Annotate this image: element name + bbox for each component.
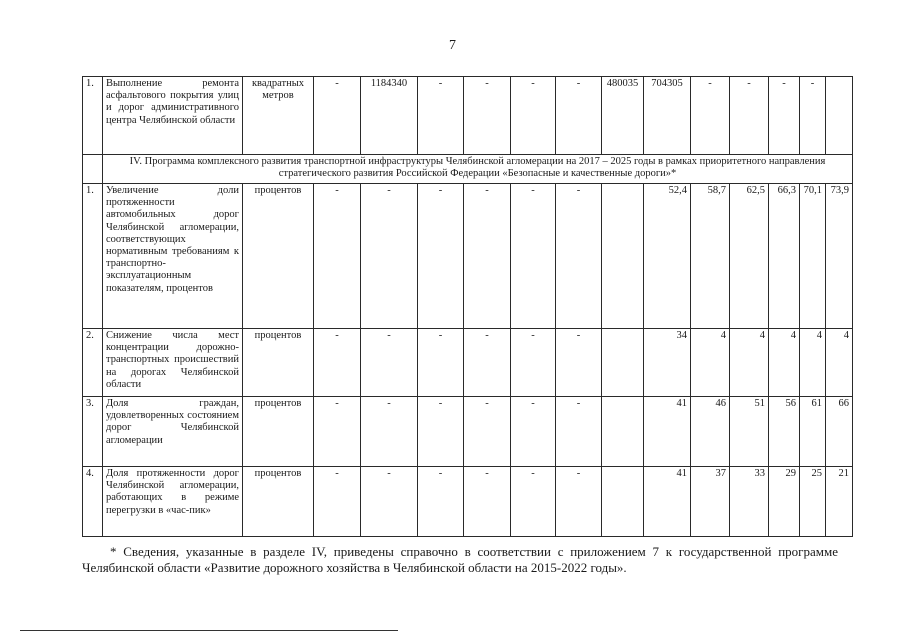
empty-cell (602, 329, 644, 397)
unit-cell: процентов (243, 329, 314, 397)
value-cell: - (361, 184, 418, 329)
value-cell: - (556, 329, 602, 397)
value-cell: 52,4 (644, 184, 691, 329)
value-cell: - (418, 77, 464, 155)
value-cell: - (556, 397, 602, 467)
value-cell: 70,1 (800, 184, 826, 329)
value-cell: 62,5 (730, 184, 769, 329)
row-number: 2. (83, 329, 103, 397)
row-number: 3. (83, 397, 103, 467)
unit-cell: процентов (243, 184, 314, 329)
empty-cell (602, 397, 644, 467)
table-row-asphalt-repair (83, 77, 853, 155)
value-cell: 33 (730, 467, 769, 537)
value-cell: - (361, 467, 418, 537)
page-number: 7 (449, 38, 456, 53)
indicator-name: Снижение числа мест концентрации дорожно-транспортных происшествий на дорогах Челябинской области (103, 329, 243, 397)
value-cell: 25 (800, 467, 826, 537)
value-cell: 41 (644, 467, 691, 537)
value-cell: - (556, 184, 602, 329)
unit-cell: квадратных метров (243, 77, 314, 155)
value-cell: 73,9 (826, 184, 853, 329)
value-cell: 21 (826, 467, 853, 537)
value-cell: 1184340 (361, 77, 418, 155)
value-cell: - (464, 397, 511, 467)
value-cell: 34 (644, 329, 691, 397)
empty-cell (602, 467, 644, 537)
row-number: 1. (83, 77, 103, 155)
value-cell: 4 (730, 329, 769, 397)
value-cell: - (464, 329, 511, 397)
indicators-table (82, 76, 853, 537)
value-cell: - (511, 467, 556, 537)
value-cell: - (361, 329, 418, 397)
value-cell: - (361, 397, 418, 467)
value-cell: 46 (691, 397, 730, 467)
value-cell: - (511, 329, 556, 397)
value-cell: 61 (800, 397, 826, 467)
value-cell: - (314, 329, 361, 397)
value-cell: - (556, 467, 602, 537)
row-number: 4. (83, 467, 103, 537)
value-cell: - (314, 77, 361, 155)
value-cell: 704305 (644, 77, 691, 155)
value-cell: - (511, 397, 556, 467)
table-row (83, 467, 853, 537)
footnote: * Сведения, указанные в разделе IV, приведены справочно в соответствии с приложением 7 к государственной программе Челябинской области «Развитие дорожного хозяйства в Челябинской области на 2015-2022 годы». (82, 544, 838, 575)
value-cell: 29 (769, 467, 800, 537)
value-cell: 4 (769, 329, 800, 397)
value-cell: 37 (691, 467, 730, 537)
section-iv-title: IV. Программа комплексного развития транспортной инфраструктуры Челябинской агломерации на 2017 – 2025 годы в рамках приоритетного направления стратегического развития Российской Федерации «Безопасные и качественные дороги»* (103, 155, 853, 184)
value-cell: - (800, 77, 826, 155)
value-cell: - (418, 329, 464, 397)
unit-cell: процентов (243, 467, 314, 537)
table-row (83, 397, 853, 467)
row-number: 1. (83, 184, 103, 329)
value-cell: - (556, 77, 602, 155)
value-cell: 66,3 (769, 184, 800, 329)
empty-cell (826, 77, 853, 155)
value-cell: - (730, 77, 769, 155)
value-cell: 66 (826, 397, 853, 467)
value-cell: - (418, 397, 464, 467)
value-cell: - (691, 77, 730, 155)
indicator-name: Увеличение доли протяженности автомобильных дорог Челябинской агломерации, соответствующих нормативным требованиям к транспортно-эксплуатационным показателям, процентов (103, 184, 243, 329)
section-header-row (83, 155, 853, 184)
value-cell: - (314, 397, 361, 467)
empty-cell (602, 184, 644, 329)
value-cell: 56 (769, 397, 800, 467)
indicator-name: Доля протяженности дорог Челябинской агломерации, работающих в режиме перегрузки в «час-пик» (103, 467, 243, 537)
indicator-name: Выполнение ремонта асфальтового покрытия улиц и дорог административного центра Челябинской области (103, 77, 243, 155)
value-cell: - (464, 467, 511, 537)
value-cell: 41 (644, 397, 691, 467)
page-bottom-rule (20, 630, 398, 631)
value-cell: - (464, 77, 511, 155)
value-cell: - (464, 184, 511, 329)
value-cell: 4 (800, 329, 826, 397)
value-cell: - (418, 467, 464, 537)
value-cell: 58,7 (691, 184, 730, 329)
value-cell: 51 (730, 397, 769, 467)
value-cell: - (418, 184, 464, 329)
table-row (83, 329, 853, 397)
empty-cell (83, 155, 103, 184)
value-cell: 480035 (602, 77, 644, 155)
unit-cell: процентов (243, 397, 314, 467)
value-cell: - (511, 77, 556, 155)
value-cell: 4 (691, 329, 730, 397)
value-cell: 4 (826, 329, 853, 397)
value-cell: - (511, 184, 556, 329)
value-cell: - (314, 184, 361, 329)
value-cell: - (314, 467, 361, 537)
table-row (83, 184, 853, 329)
value-cell: - (769, 77, 800, 155)
indicator-name: Доля граждан, удовлетворенных состоянием дорог Челябинской агломерации (103, 397, 243, 467)
